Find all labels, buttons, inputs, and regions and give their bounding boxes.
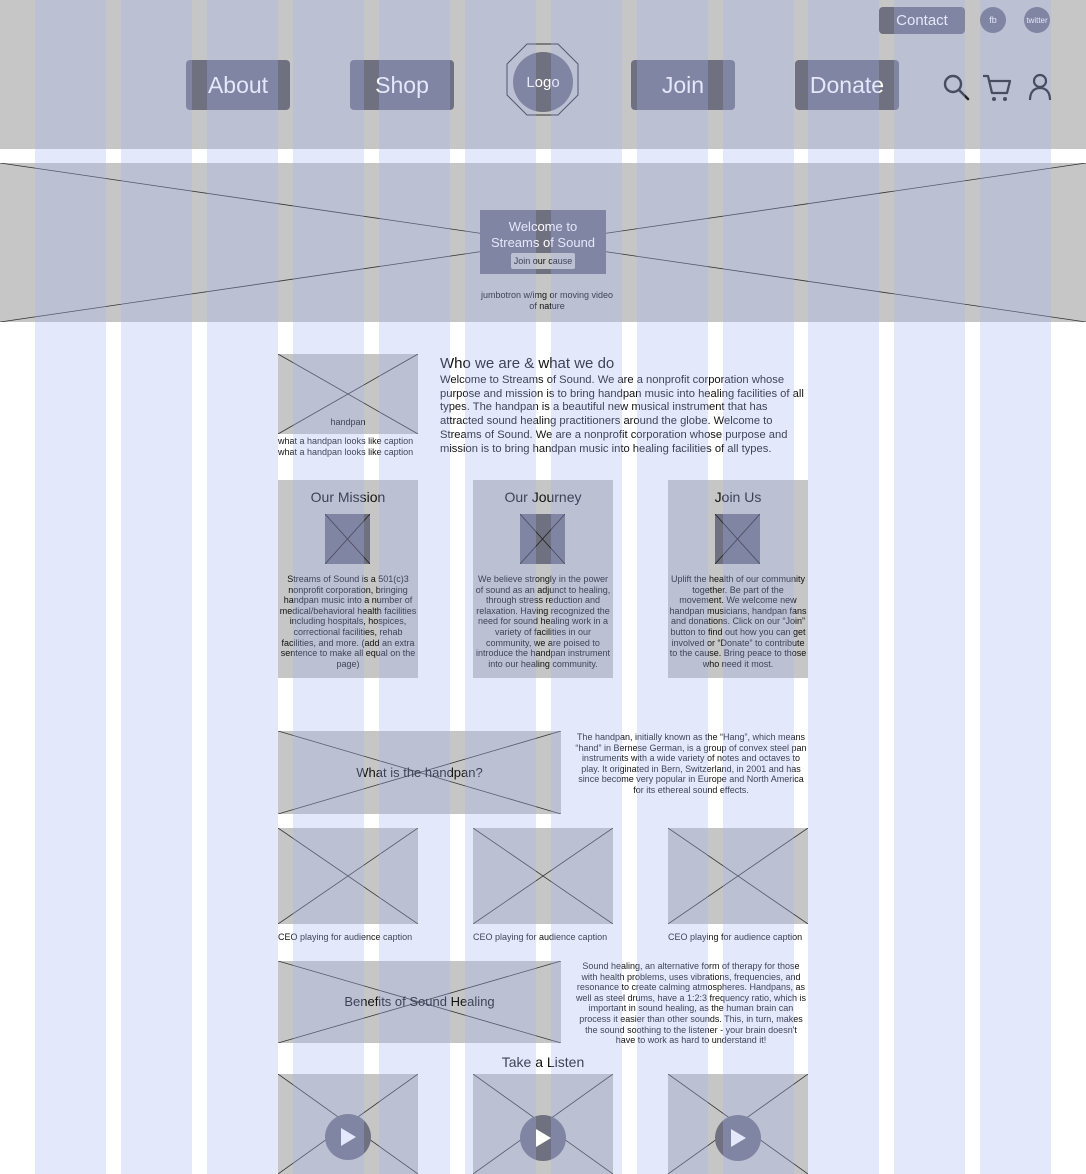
healing-banner bbox=[278, 961, 561, 1043]
play-icon bbox=[534, 1128, 552, 1148]
image-placeholder-x bbox=[668, 828, 808, 924]
join-cause-button[interactable]: Join our cause bbox=[511, 253, 575, 269]
journey-card bbox=[473, 480, 613, 678]
journey-card-title: Our Journey bbox=[504, 489, 582, 505]
fb-icon[interactable]: fb bbox=[980, 7, 1006, 33]
about-body: Welcome to Streams of Sound. We are a nonprofit corporation whose purpose and mission is to bring handpan music into healing facilities of all types. The handpan is a beautiful new musical instrument that has attracted sound healing practitioners around the globe. Welcome to Streams of Sound. We are a nonprofit corporation whose purpose and mission is to bring handpan music into healing facilities of all types. bbox=[440, 374, 804, 455]
hero-note: jumbotron w/img or moving video of nature bbox=[480, 290, 614, 311]
handpan-image-label: handpan bbox=[330, 417, 366, 427]
video-thumbnail bbox=[278, 1074, 418, 1174]
mission-card-title: Our Mission bbox=[310, 489, 386, 505]
join-us-card-image bbox=[715, 514, 760, 564]
nav-donate-button[interactable]: Donate bbox=[795, 60, 899, 110]
join-us-card-title: Join Us bbox=[714, 489, 762, 505]
handpan-caption: what a handpan looks like caption bbox=[278, 447, 414, 457]
nav-shop-button[interactable]: Shop bbox=[350, 60, 454, 110]
gallery-caption: CEO playing for audience caption bbox=[668, 932, 803, 942]
handpan-banner bbox=[278, 731, 561, 814]
healing-description: Sound healing, an alternative form of therapy for those with health problems, uses vibrations, frequencies, and resonance to create calming atmospheres. Handpans, as well as steel drums, have a 1:2:3 frequency ratio, which is important in sound healing, as the human brain can process it easier than other sounds. This, in turn, makes the sound soothing to the listener - your brain doesn't have to work as hard to understand it! bbox=[575, 961, 807, 1046]
play-icon bbox=[729, 1128, 747, 1148]
journey-card-text: We believe strongly in the power of sound as an adjunct to healing, through stress reduction and relaxation. Having recognized the need for sound healing work in a variety of facilities in our community, we are poised to introduce the handpan instrument into our healing community. bbox=[475, 574, 611, 669]
hero-card bbox=[480, 210, 606, 274]
image-placeholder-x bbox=[325, 514, 370, 564]
healing-banner-title: Benefits of Sound Healing bbox=[344, 994, 495, 1009]
mission-card-text: Streams of Sound is a 501(c)3 nonprofit corporation, bringing handpan music into a number of medical/behavioral health facilities including hospitals, hospices, correctional facilities, rehab facilities, and more. (add an extra sentence to make all equal on the page) bbox=[279, 574, 417, 669]
listen-heading: Take a Listen bbox=[501, 1054, 585, 1070]
gallery-image bbox=[473, 828, 613, 924]
search-icon[interactable] bbox=[942, 73, 970, 101]
join-us-card bbox=[668, 480, 808, 678]
user-icon[interactable] bbox=[1027, 73, 1053, 101]
nav-join-button[interactable]: Join bbox=[631, 60, 735, 110]
play-icon bbox=[339, 1127, 357, 1147]
video-thumbnail bbox=[473, 1074, 613, 1174]
handpan-description: The handpan, initially known as the “Hang”, which means “hand” in Bernese German, is a group of convex steel pan instruments with a wide variety of notes and octaves to play. It originated in Bern, Switzerland, in 2001 and has since become very popular in Europe and North America for its ethereal sound effects. bbox=[575, 732, 807, 795]
journey-card-image bbox=[520, 514, 565, 564]
gallery-image bbox=[668, 828, 808, 924]
video-thumbnail bbox=[668, 1074, 808, 1174]
join-us-card-text: Uplift the health of our community together. Be part of the movement. We welcome new handpan musicians, handpan fans and donations. Click on our “Join” button to find out how you can get involved or “Donate” to contribute to the cause. Bring peace to those who need it most. bbox=[669, 574, 807, 669]
handpan-banner-title: What is the handpan? bbox=[356, 765, 483, 780]
contact-button[interactable]: Contact bbox=[879, 7, 965, 34]
handpan-image bbox=[278, 354, 418, 434]
about-heading: Who we are & what we do bbox=[440, 355, 615, 372]
play-button[interactable] bbox=[325, 1114, 371, 1160]
nav-about-button[interactable]: About bbox=[186, 60, 290, 110]
twitter-icon[interactable]: twitter bbox=[1024, 7, 1050, 33]
gallery-caption: CEO playing for audience caption bbox=[278, 932, 413, 942]
handpan-caption: what a handpan looks like caption bbox=[278, 436, 414, 446]
cart-icon[interactable] bbox=[982, 73, 1012, 103]
logo[interactable]: Logo bbox=[513, 52, 573, 112]
image-placeholder-x bbox=[473, 828, 613, 924]
mission-card-image bbox=[325, 514, 370, 564]
play-button[interactable] bbox=[520, 1115, 566, 1161]
image-placeholder-x bbox=[715, 514, 760, 564]
gallery-caption: CEO playing for audience caption bbox=[473, 932, 608, 942]
play-button[interactable] bbox=[715, 1115, 761, 1161]
image-placeholder-x bbox=[278, 828, 418, 924]
gallery-image bbox=[278, 828, 418, 924]
image-placeholder-x bbox=[520, 514, 565, 564]
hero-title: Welcome to Streams of Sound bbox=[490, 219, 596, 250]
mission-card bbox=[278, 480, 418, 678]
